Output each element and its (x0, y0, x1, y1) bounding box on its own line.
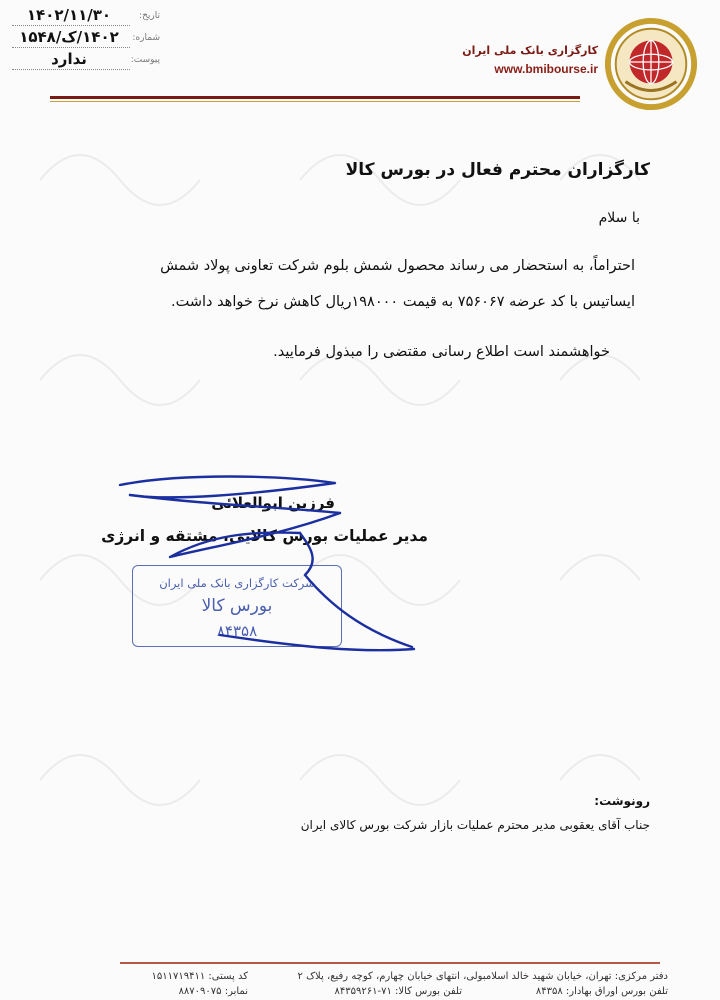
signer-title: مدیر عملیات بورس کالایی، مشتقه و انرژی (101, 527, 428, 545)
handwritten-signature (100, 465, 430, 665)
number-row (10, 28, 160, 50)
footer-phone-commodity: تلفن بورس کالا: ۷۱-۸۴۳۵۹۲۶۱ (334, 986, 462, 997)
footer-fax: نمابر: ۸۸۷۰۹۰۷۵ (178, 986, 248, 997)
header-divider (50, 96, 580, 99)
number-label: شماره: (132, 33, 160, 43)
attachment-label: پیوست: (130, 55, 160, 65)
greeting: با سلام (598, 210, 640, 226)
stamp-department-text: بورس کالا (201, 596, 273, 616)
company-website: www.bmibourse.ir (494, 62, 598, 76)
body-paragraph-line-1: احتراماً، به استحضار می رساند محصول شمش بلوم شرکت تعاونی پولاد شمش (160, 258, 635, 274)
footer-postal-code: کد پستی: ۱۵۱۱۷۱۹۴۱۱ (151, 971, 248, 982)
company-name: کارگزاری بانک ملی ایران (462, 44, 598, 57)
header-divider-accent (50, 101, 580, 102)
date-label: تاریخ: (139, 11, 160, 21)
footer-divider (120, 962, 660, 964)
date-value: ۱۴۰۲/۱۱/۳۰ (26, 6, 112, 24)
footer-address: دفتر مرکزی: تهران، خیابان شهید خالد اسلامبولی، انتهای خیابان چهارم، کوچه رفیع، پلاک ۲ (297, 971, 668, 982)
attachment-value: ندارد (51, 50, 87, 68)
cc-label: رونوشت: (594, 794, 650, 808)
addressee-heading: کارگزاران محترم فعال در بورس کالا (345, 160, 650, 180)
signer-name: فرزین ابوالعلائی (211, 494, 335, 512)
stamp-company-text: شرکت کارگزاری بانک ملی ایران (159, 576, 315, 590)
number-value: ۱۴۰۲/ک/۱۵۴۸ (19, 28, 119, 46)
cc-recipient: جناب آقای یعقوبی مدیر محترم عملیات بازار شرکت بورس کالای ایران (300, 818, 650, 832)
letter-meta (10, 6, 160, 72)
stamp-code-text: ۸۴۳۵۸ (216, 622, 258, 640)
date-row (10, 6, 160, 28)
body-paragraph-line-2: ایساتیس با کد عرضه ۷۵۶۰۶۷ به قیمت ۱۹۸۰۰۰ریال کاهش نرخ خواهد داشت. (170, 294, 635, 310)
number-dotted-line (12, 47, 130, 48)
attachment-dotted-line (12, 69, 130, 70)
attachment-row (10, 50, 160, 72)
footer-phone-securities: تلفن بورس اوراق بهادار: ۸۴۳۵۸ (535, 986, 668, 997)
bank-logo-icon (602, 14, 700, 114)
date-dotted-line (12, 25, 130, 26)
closing-request: خواهشمند است اطلاع رسانی مقتضی را مبذول فرمایید. (273, 344, 610, 360)
